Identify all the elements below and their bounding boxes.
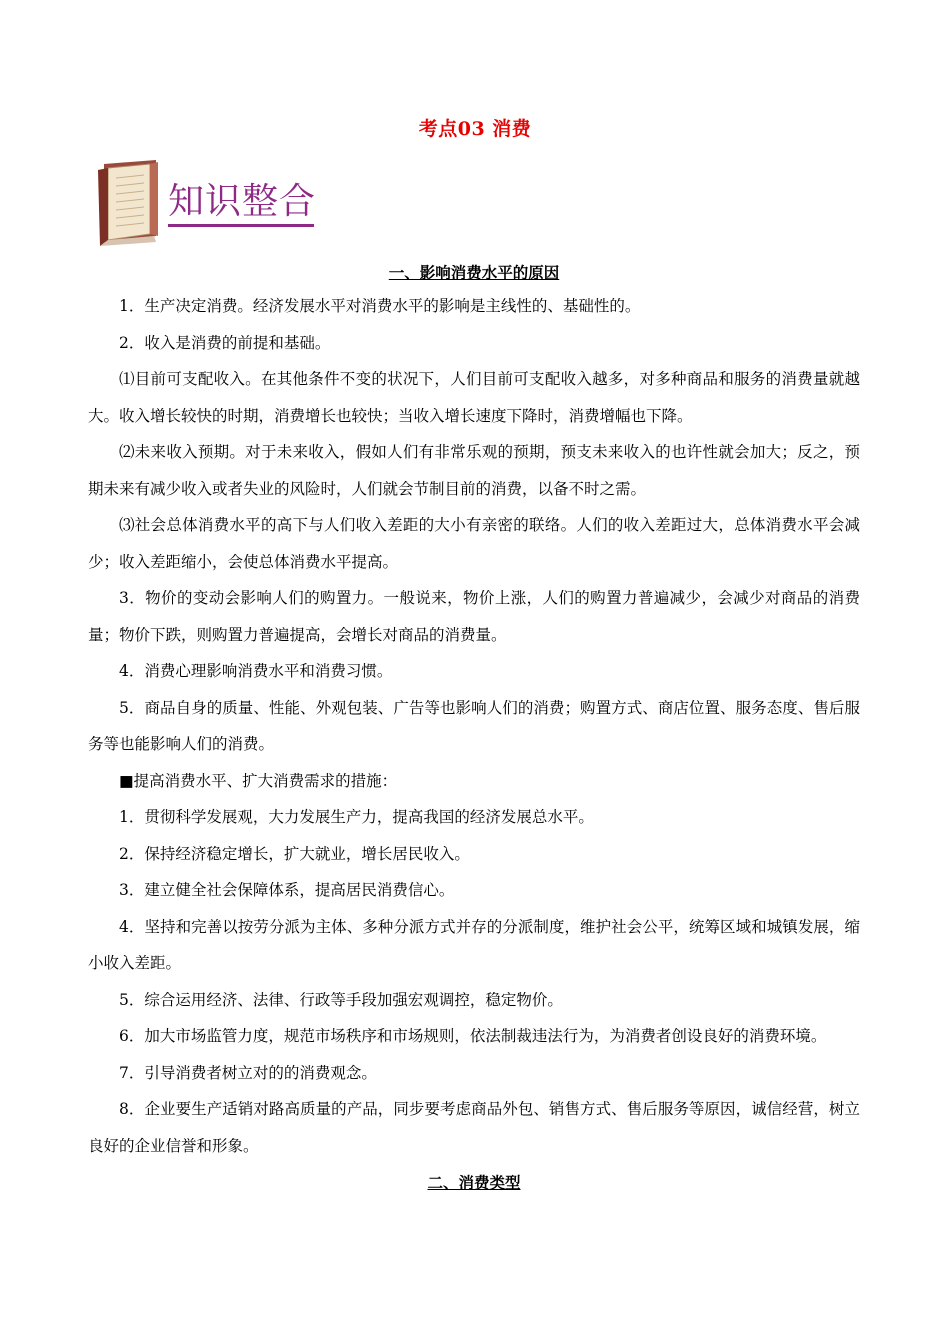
paragraph: 4．消费心理影响消费水平和消费习惯。 bbox=[119, 662, 393, 680]
paragraph: 3．物价的变动会影响人们的购置力。一般说来，物价上涨，人们的购置力普遍减少，会减少对商品的消费量；物价下跌，则购置力普遍提高，会增长对商品的消费量。 bbox=[88, 589, 860, 644]
banner-label: 知识整合 bbox=[168, 181, 317, 222]
paragraph: 4．坚持和完善以按劳分派为主体、多种分派方式并存的分派制度，维护社会公平，统筹区域和城镇发展，缩小收入差距。 bbox=[88, 917, 860, 972]
paragraph: ⑴目前可支配收入。在其他条件不变的状况下，人们目前可支配收入越多，对多种商品和服务的消费量就越大。收入增长较快的时期，消费增长也较快；当收入增长速度下降时，消费增幅也下降。 bbox=[88, 370, 860, 425]
paragraph: 2．收入是消费的前提和基础。 bbox=[119, 333, 331, 352]
paragraph: 5．商品自身的质量、性能、外观包装、广告等也影响人们的消费；购置方式、商店位置、服务态度、售后服务等也能影响人们的消费。 bbox=[88, 698, 860, 753]
document-title: 考点03 消费 bbox=[418, 118, 532, 140]
knowledge-banner bbox=[94, 158, 334, 250]
paragraph: 7．引导消费者树立对的的消费观念。 bbox=[119, 1063, 377, 1082]
section-heading: 二、消费类型 bbox=[427, 1173, 521, 1192]
document-body bbox=[88, 258, 860, 1198]
measures-heading: ■提高消费水平、扩大消费需求的措施： bbox=[119, 771, 398, 790]
section-heading: 一、影响消费水平的原因 bbox=[388, 263, 560, 282]
paragraph: 8．企业要生产适销对路高质量的产品，同步要考虑商品外包、销售方式、售后服务等原因，诚信经营，树立良好的企业信誉和形象。 bbox=[88, 1100, 860, 1155]
paragraph: 2．保持经济稳定增长，扩大就业，增长居民收入。 bbox=[119, 844, 470, 863]
paragraph: 1．生产决定消费。经济发展水平对消费水平的影响是主线性的、基础性的。 bbox=[119, 297, 641, 315]
banner-underline bbox=[168, 224, 314, 227]
paragraph: 1．贯彻科学发展观，大力发展生产力，提高我国的经济发展总水平。 bbox=[119, 808, 594, 826]
paragraph: ⑵未来收入预期。对于未来收入，假如人们有非常乐观的预期，预支未来收入的也许性就会加大；反之，预期未来有减少收入或者失业的风险时，人们就会节制目前的消费，以备不时之需。 bbox=[88, 443, 860, 498]
paragraph: 3．建立健全社会保障体系，提高居民消费信心。 bbox=[119, 881, 455, 899]
paragraph: 5．综合运用经济、法律、行政等手段加强宏观调控，稳定物价。 bbox=[119, 990, 563, 1009]
paragraph: ⑶社会总体消费水平的高下与人们收入差距的大小有亲密的联络。人们的收入差距过大，总体消费水平会减少；收入差距缩小，会使总体消费水平提高。 bbox=[88, 516, 860, 571]
paragraph: 6．加大市场监管力度，规范市场秩序和市场规则，依法制裁违法行为，为消费者创设良好的消费环境。 bbox=[119, 1027, 827, 1045]
open-book-icon bbox=[94, 158, 164, 250]
